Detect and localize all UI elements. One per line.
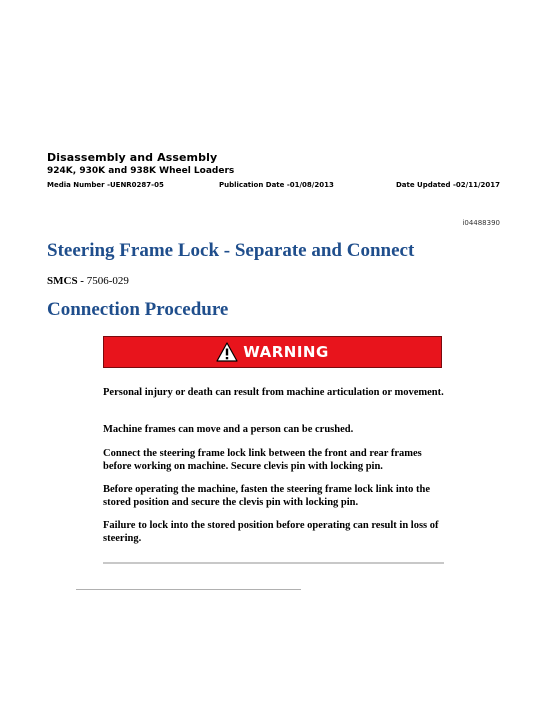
warning-end-divider (103, 562, 444, 564)
smcs-label: SMCS - (47, 275, 84, 287)
warning-paragraph: Before operating the machine, fasten the steering frame lock link into the stored position and secure the clevis pin with locking pin. (103, 484, 431, 508)
date-updated: Date Updated -02/11/2017 (395, 181, 500, 189)
warning-paragraph: Machine frames can move and a person can be crushed. (103, 424, 354, 435)
warning-paragraph: Failure to lock into the stored position before operating can result in loss of steering. (103, 520, 439, 544)
warning-banner (103, 336, 442, 368)
warning-label: WARNING (243, 343, 329, 361)
publication-date: Publication Date -01/08/2013 (219, 181, 334, 189)
document-id: i04488390 (462, 219, 500, 227)
section-divider (76, 589, 301, 590)
warning-triangle-icon (216, 342, 238, 362)
smcs-value: 7506-029 (83, 275, 129, 287)
media-number: Media Number -UENR0287-05 (47, 181, 164, 189)
warning-paragraph: Personal injury or death can result from machine articulation or movement. (103, 387, 444, 398)
warning-paragraph: Connect the steering frame lock link between the front and rear frames before working on machine. Secure clevis pin with locking pin. (103, 448, 422, 472)
smcs-code (47, 275, 129, 287)
model-subtitle: 924K, 930K and 938K Wheel Loaders (47, 166, 235, 176)
document-type-title: Disassembly and Assembly (47, 151, 218, 164)
page-title: Steering Frame Lock - Separate and Connect (47, 240, 415, 261)
section-heading: Connection Procedure (47, 299, 229, 320)
